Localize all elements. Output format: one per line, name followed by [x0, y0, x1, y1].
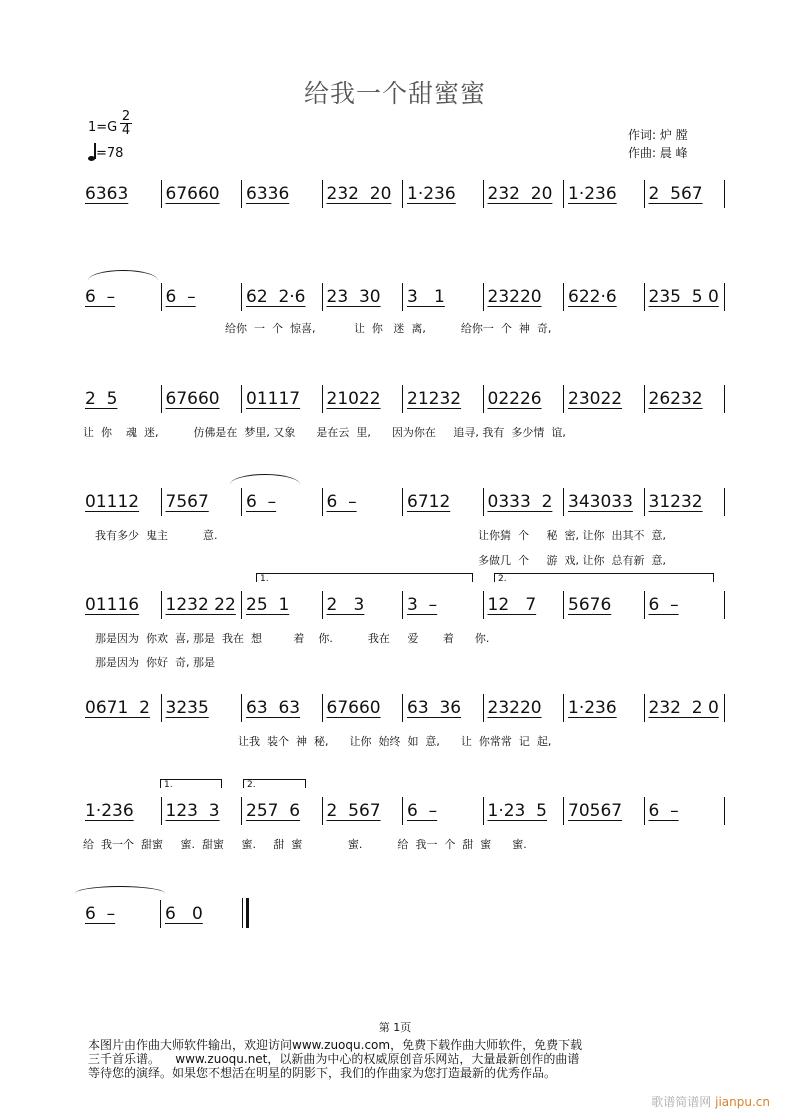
measure: 0333 2 — [483, 488, 564, 516]
measure: 3 – — [402, 591, 483, 619]
composer: 作曲: 晨 峰 — [628, 146, 688, 160]
measure: 6 – — [241, 488, 322, 516]
slur — [230, 474, 300, 495]
watermark-en: jianpu.cn — [715, 1095, 770, 1109]
measure: 21022 — [322, 385, 403, 413]
staff-row — [85, 797, 725, 825]
barline — [724, 283, 725, 311]
measure: 02226 — [483, 385, 564, 413]
measure: 257 6 — [241, 797, 322, 825]
time-bottom: 4 — [121, 123, 131, 138]
measure: 1·236 — [563, 180, 644, 208]
measure: 1232 22 — [161, 591, 242, 619]
measure: 2 3 — [322, 591, 403, 619]
measure: 232 20 — [483, 180, 564, 208]
measure: 1·236 — [402, 180, 483, 208]
staff-row — [85, 180, 725, 208]
measure: 3235 — [161, 694, 242, 722]
watermark-cn: 歌谱简谱网 — [651, 1095, 712, 1109]
volta-1: 1. — [160, 779, 222, 788]
slur — [75, 886, 165, 901]
time-signature — [120, 110, 132, 137]
measure: 6 – — [85, 287, 116, 307]
barline — [724, 180, 725, 208]
measure: 6 – — [402, 797, 483, 825]
barline — [724, 385, 725, 413]
volta-1: 1. — [256, 573, 473, 582]
measure: 67660 — [161, 385, 242, 413]
barline — [724, 694, 725, 722]
lyric-line: 我有多少 鬼主 意. — [95, 529, 218, 542]
measure: 01116 — [85, 595, 140, 615]
measure: 6336 — [241, 180, 322, 208]
watermark — [651, 1095, 770, 1109]
measure: 26232 — [644, 385, 725, 413]
lyricist: 作词: 炉 膛 — [628, 128, 688, 142]
tempo-value: =78 — [96, 146, 124, 161]
measure: 1·23 5 — [483, 797, 564, 825]
key-signature: 1=G — [88, 120, 118, 135]
measure: 23 30 — [322, 283, 403, 311]
measure: 67660 — [161, 180, 242, 208]
lyric-line: 那是因为 你好 奇, 那是 — [95, 656, 215, 669]
page-number: 第 1页 — [378, 1021, 412, 1034]
measure: 6 – — [644, 591, 725, 619]
measure: 6 – — [85, 904, 116, 924]
measure: 25 1 — [241, 591, 322, 619]
measure: 6 – — [161, 283, 242, 311]
measure: 31232 — [644, 488, 725, 516]
final-barline — [242, 898, 249, 928]
lyric-line: 给你 一 个 惊喜, 让 你 迷 离, 给你一 个 神 奇, — [225, 322, 552, 335]
measure: 62 2·6 — [241, 283, 322, 311]
measure: 7567 — [161, 488, 242, 516]
measure: 67660 — [322, 694, 403, 722]
measure: 3 1 — [402, 283, 483, 311]
measure: 6363 — [85, 184, 129, 204]
staff-row — [85, 900, 240, 928]
lyric-line: 让 你 魂 迷, 仿佛是在 梦里, 又象 是在云 里, 因为你在 追寻, 我有 多少情 谊, — [83, 426, 566, 439]
footer-text: 本图片由作曲大师软件输出，欢迎访问www.zuoqu.com，免费下载作曲大师软件，免费下载 三千首乐谱。 www.zuoqu.net，以新曲为中心的权威原创音乐网站，大量最新创作的曲谱 等待您的演绎。如果您不想活在明星的阴影下，我们的作曲家为您打造最新的优秀作品。 — [88, 1038, 583, 1080]
measure: 123 3 — [161, 797, 242, 825]
measure: 01117 — [241, 385, 322, 413]
measure: 70567 — [563, 797, 644, 825]
measure: 1·236 — [563, 694, 644, 722]
staff-row — [85, 591, 725, 619]
measure: 2 567 — [644, 180, 725, 208]
measure: 01112 — [85, 492, 140, 512]
measure: 5676 — [563, 591, 644, 619]
measure: 0671 2 — [85, 698, 150, 718]
measure: 2 5 — [85, 389, 118, 409]
measure: 235 5 0 — [644, 283, 725, 311]
measure: 232 2 0 — [644, 694, 725, 722]
measure: 23220 — [483, 694, 564, 722]
barline — [724, 591, 725, 619]
measure: 232 20 — [322, 180, 403, 208]
measure: 2 567 — [322, 797, 403, 825]
measure: 6 0 — [160, 900, 240, 928]
quarter-note-icon — [88, 143, 96, 161]
measure: 23220 — [483, 283, 564, 311]
measure: 1·236 — [85, 801, 134, 821]
measure: 63 36 — [402, 694, 483, 722]
measure: 6 – — [322, 488, 403, 516]
measure: 12 7 — [483, 591, 564, 619]
staff-row — [85, 283, 725, 311]
lyric-line: 让我 装个 神 秘, 让你 始终 如 意, 让 你常常 记 起, — [238, 735, 552, 748]
lyric-line: 给 我一个 甜蜜 蜜. 甜蜜 蜜. 甜 蜜 蜜. 给 我一 个 甜 蜜 蜜. — [83, 838, 527, 851]
slur — [88, 270, 158, 291]
song-title: 给我一个甜蜜蜜 — [303, 79, 486, 108]
staff-row — [85, 488, 725, 516]
measure: 6 – — [644, 797, 725, 825]
lyric-line: 让你猜 个 秘 密, 让你 出其不 意, — [478, 529, 666, 542]
measure: 622·6 — [563, 283, 644, 311]
measure: 63 63 — [241, 694, 322, 722]
barline — [724, 488, 725, 516]
measure: 23022 — [563, 385, 644, 413]
lyric-line: 那是因为 你欢 喜, 那是 我在 想 着 你. 我在 爱 着 你. — [95, 632, 490, 645]
staff-row — [85, 694, 725, 722]
tempo-marking — [88, 143, 123, 163]
lyric-line: 多做几 个 游 戏, 让你 总有新 意, — [478, 554, 666, 567]
time-top: 2 — [121, 109, 131, 124]
barline — [724, 797, 725, 825]
volta-2: 2. — [243, 779, 306, 788]
measure: 343033 — [563, 488, 644, 516]
volta-2: 2. — [494, 573, 714, 582]
measure: 6712 — [402, 488, 483, 516]
measure: 21232 — [402, 385, 483, 413]
staff-row — [85, 385, 725, 413]
